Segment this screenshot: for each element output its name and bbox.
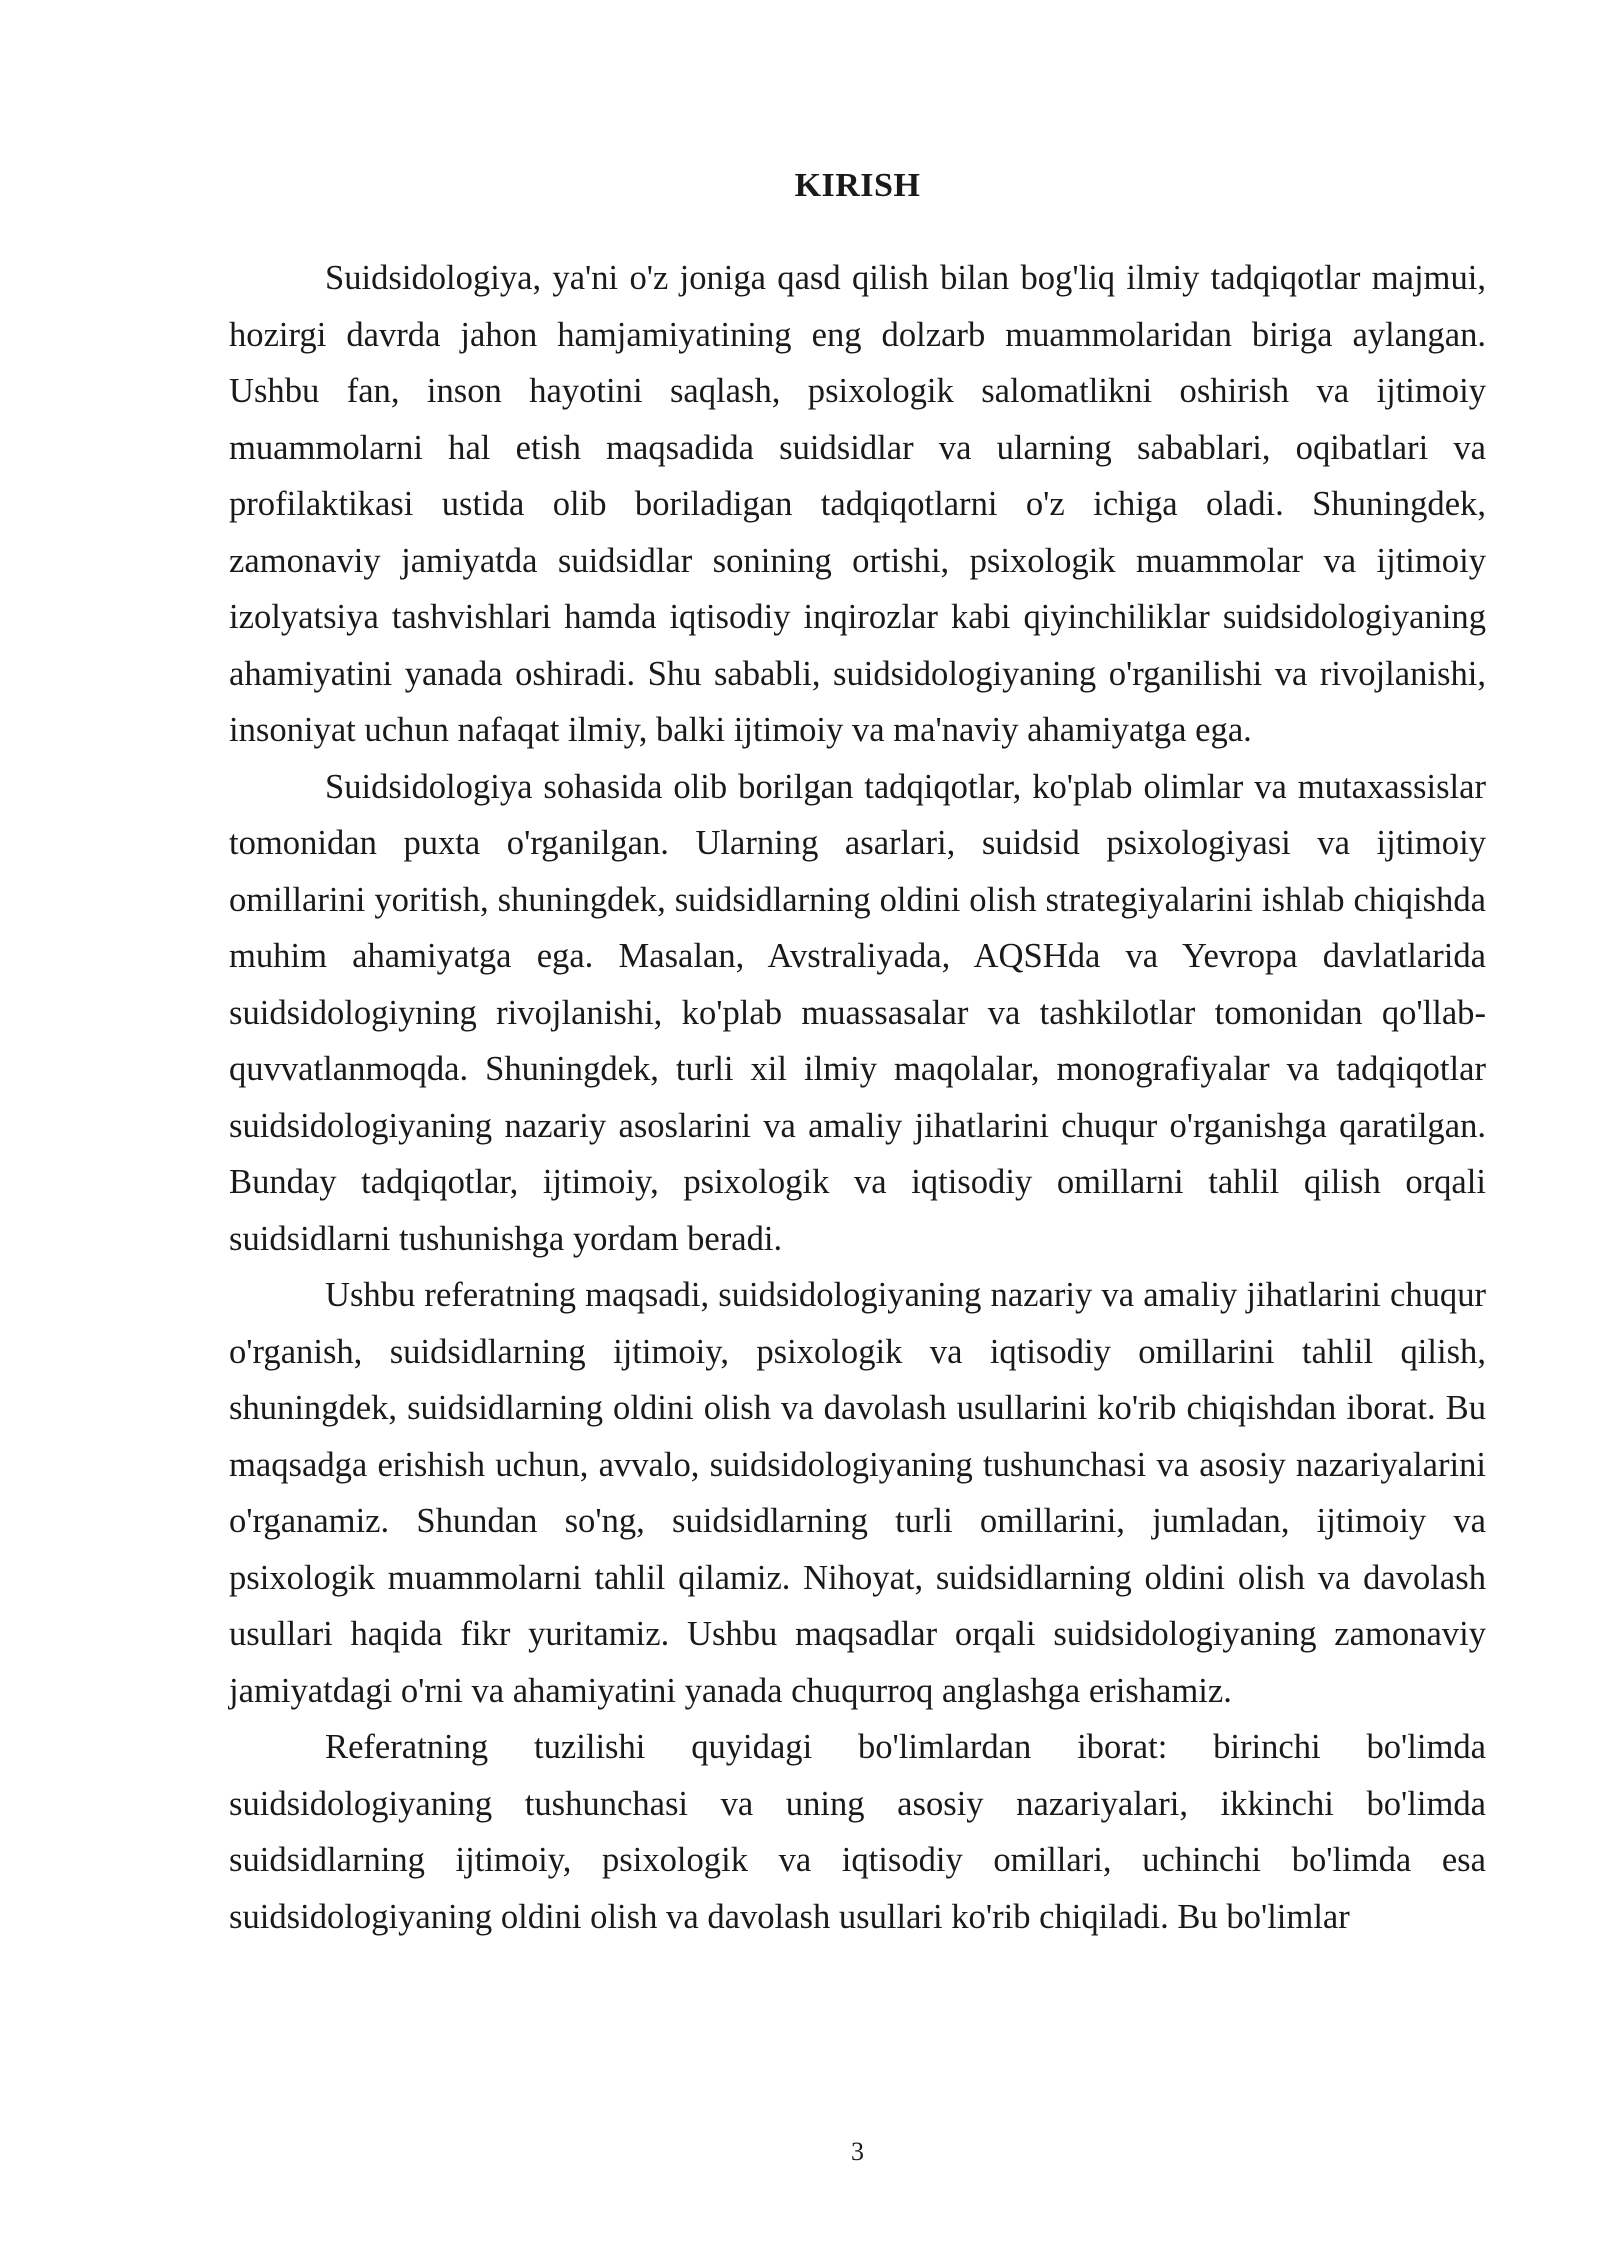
page-number: 3	[851, 2137, 864, 2166]
paragraph: Referatning tuzilishi quyidagi bo'limlardan iborat: birinchi bo'limda suidsidologiyaning tushunchasi va uning asosiy nazariyalari, ikkinchi bo'limda suidsidlarning ijtimoiy, psixologik va iqtisodiy omillari, uchinchi bo'limda esa suidsidologiyaning oldini olish va davolash usullari ko'rib chiqiladi. Bu bo'limlar	[229, 1728, 1486, 1936]
paragraph: Suidsidologiya, ya'ni o'z joniga qasd qilish bilan bog'liq ilmiy tadqiqotlar majmui, hozirgi davrda jahon hamjamiyatining eng dolzarb muammolaridan biriga aylangan. Ushbu fan, inson hayotini saqlash, psixologik salomatlikni oshirish va ijtimoiy muammolarni hal etish maqsadida suidsidlar va ularning sabablari, oqibatlari va profilaktikasi ustida olib boriladigan tadqiqotlarni o'z ichiga oladi. Shuningdek, zamonaviy jamiyatda suidsidlar sonining ortishi, psixologik muammolar va ijtimoiy izolyatsiya tashvishlari hamda iqtisodiy inqirozlar kabi qiyinchiliklar suidsidologiyaning ahamiyatini yanada oshiradi. Shu sababli, suidsidologiyaning o'rganilishi va rivojlanishi, insoniyat uchun nafaqat ilmiy, balki ijtimoiy va ma'naviy ahamiyatga ega.	[229, 259, 1486, 749]
paragraph: Ushbu referatning maqsadi, suidsidologiyaning nazariy va amaliy jihatlarini chuqur o'rganish, suidsidlarning ijtimoiy, psixologik va iqtisodiy omillarini tahlil qilish, shuningdek, suidsidlarning oldini olish va davolash usullarini ko'rib chiqishdan iborat. Bu maqsadga erishish uchun, avvalo, suidsidologiyaning tushunchasi va asosiy nazariyalarini o'rganamiz. Shundan so'ng, suidsidlarning turli omillarini, jumladan, ijtimoiy va psixologik muammolarni tahlil qilamiz. Nihoyat, suidsidlarning oldini olish va davolash usullari haqida fikr yuritamiz. Ushbu maqsadlar orqali suidsidologiyaning zamonaviy jamiyatdagi o'rni va ahamiyatini yanada chuqurroq anglashga erishamiz.	[229, 1276, 1486, 1710]
paragraph: Suidsidologiya sohasida olib borilgan tadqiqotlar, ko'plab olimlar va mutaxassislar tomonidan puxta o'rganilgan. Ularning asarlari, suidsid psixologiyasi va ijtimoiy omillarini yoritish, shuningdek, suidsidlarning oldini olish strategiyalarini ishlab chiqishda muhim ahamiyatga ega. Masalan, Avstraliyada, AQSHda va Yevropa davlatlarida suidsidologiyning rivojlanishi, ko'plab muassasalar va tashkilotlar tomonidan qo'llab-quvvatlanmoqda. Shuningdek, turli xil ilmiy maqolalar, monografiyalar va tadqiqotlar suidsidologiyaning nazariy asoslarini va amaliy jihatlarini chuqur o'rganishga qaratilgan. Bunday tadqiqotlar, ijtimoiy, psixologik va iqtisodiy omillarni tahlil qilish orqali suidsidlarni tushunishga yordam beradi.	[229, 767, 1486, 1258]
page-title: KIRISH	[794, 167, 921, 204]
document-body	[229, 250, 1486, 1945]
